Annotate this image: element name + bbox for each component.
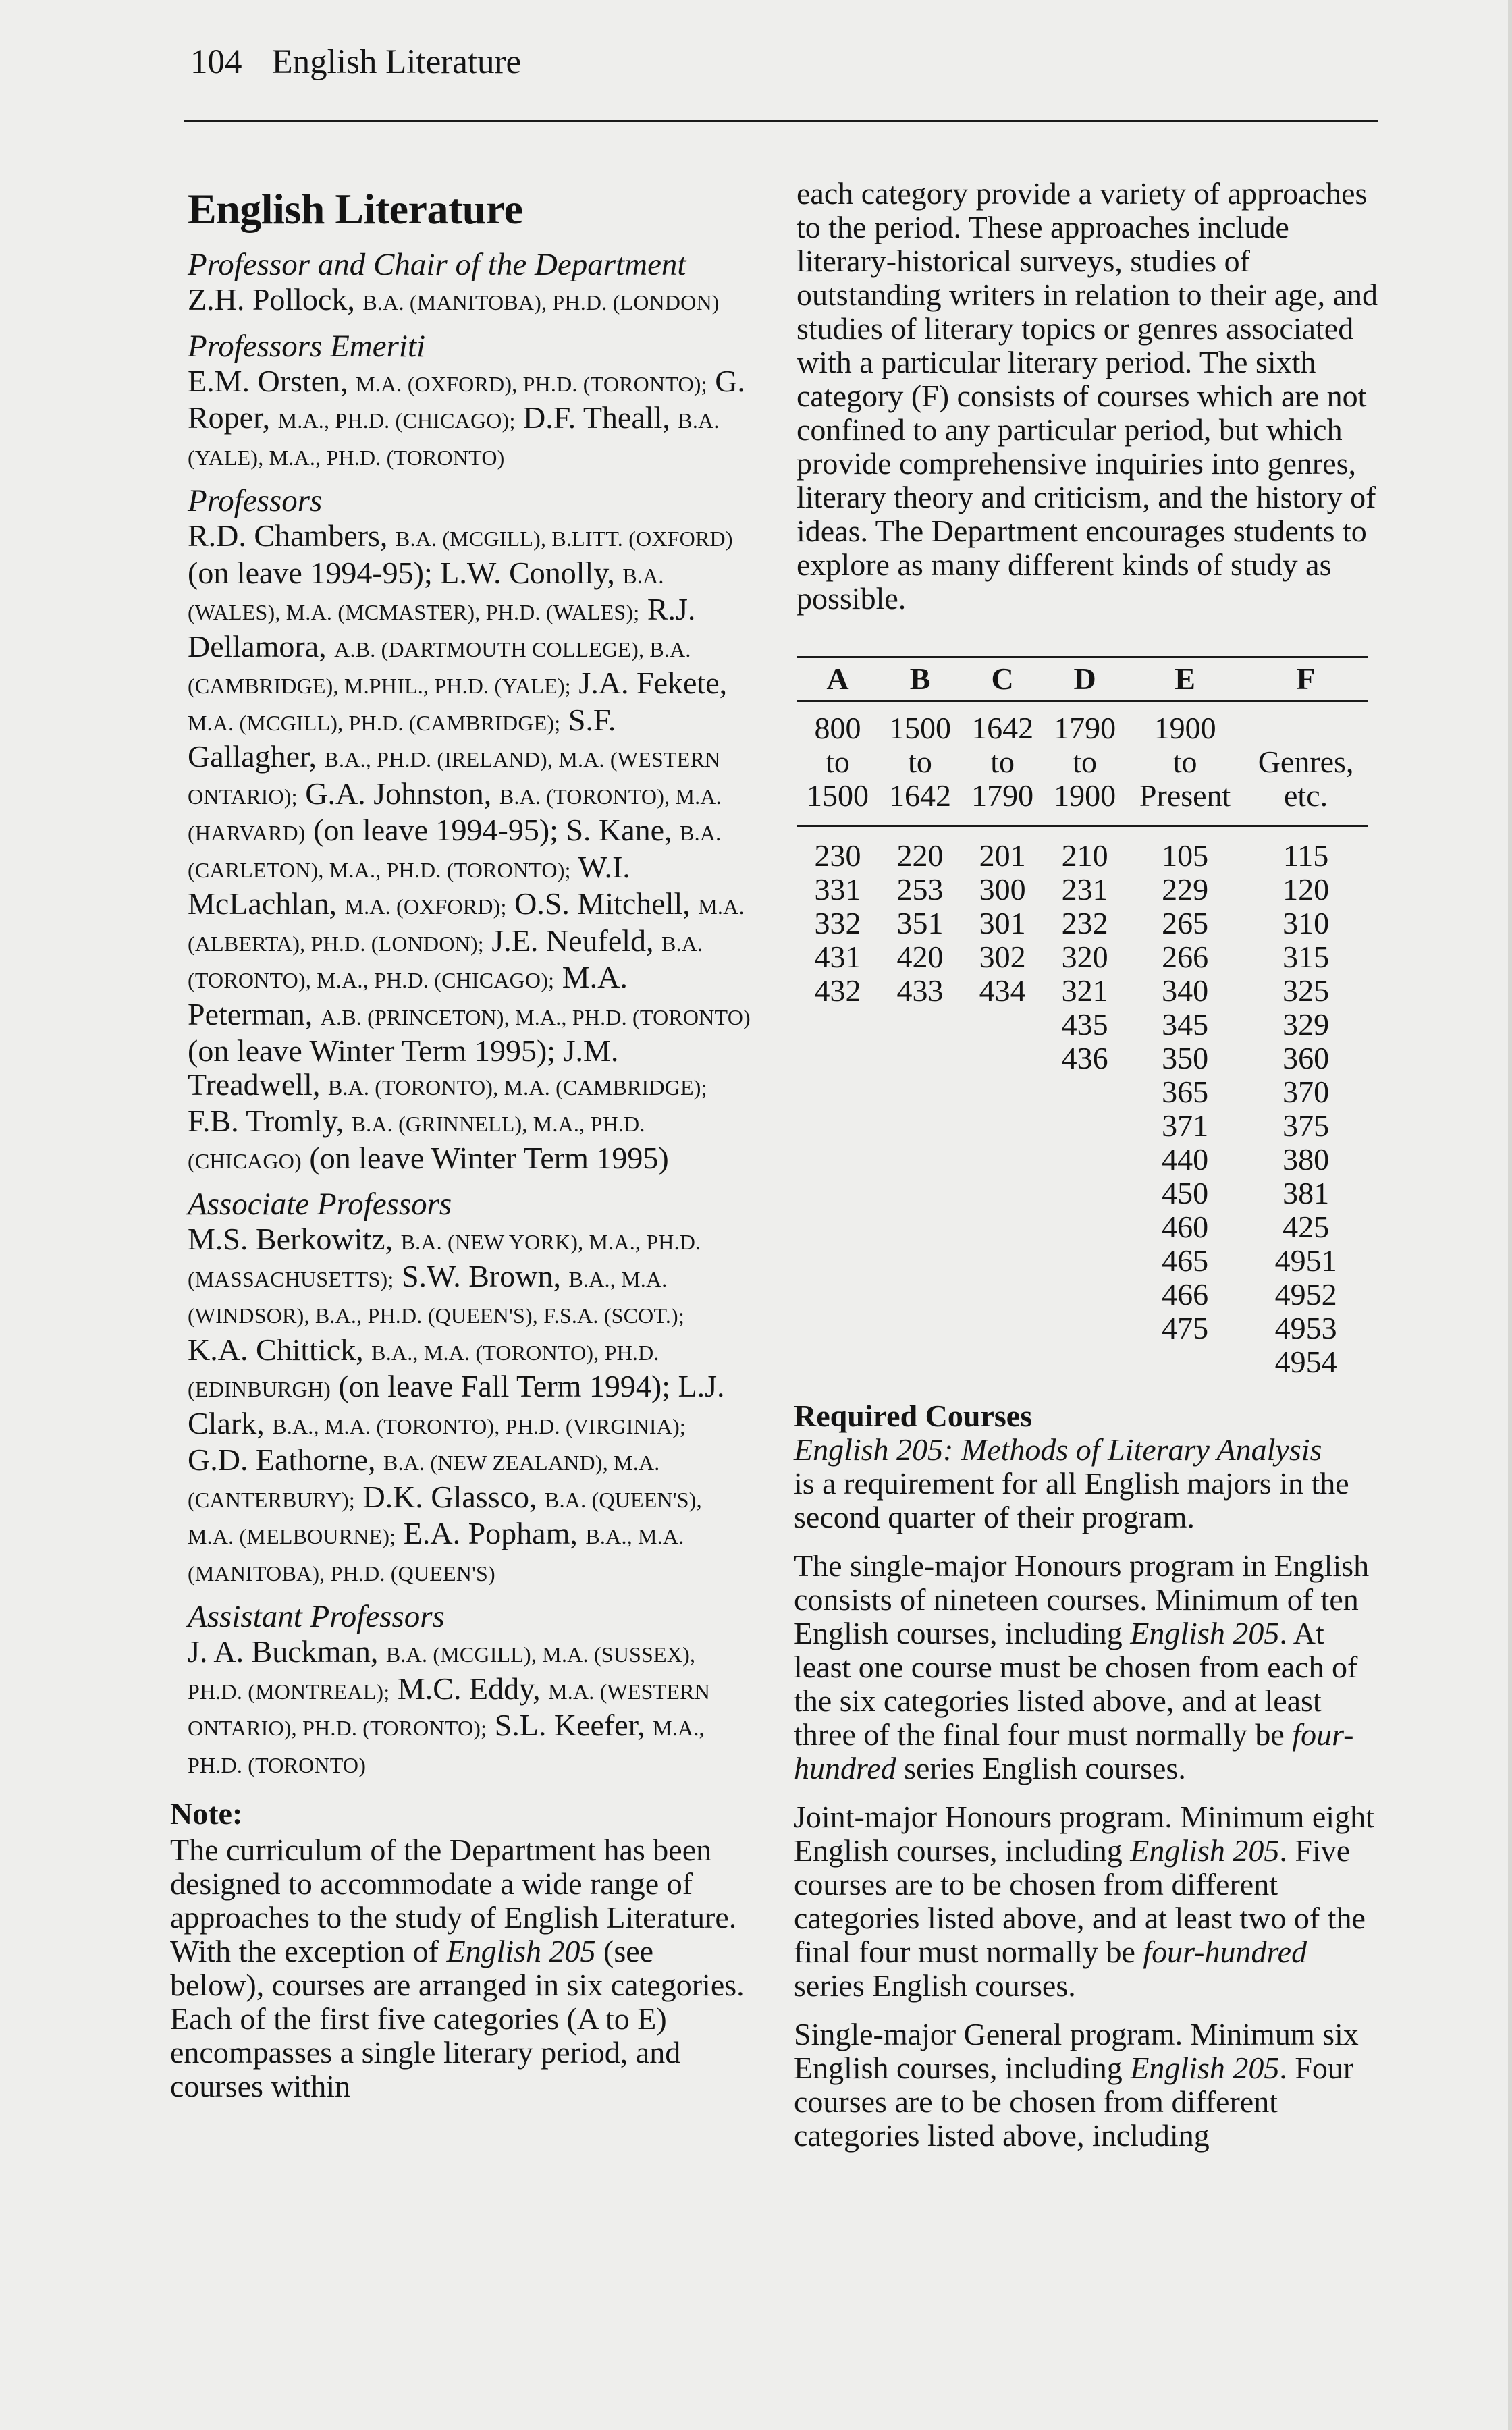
honours-series: four-hundred [794,1717,1354,1785]
faculty-qualifications: B.A. (QUEEN'S), M.A. (MELBOURNE); [188,1487,702,1549]
course-number: 120 [1282,872,1330,907]
note-text-1: The curriculum of the Department has been designed to accommodate a wide range of approaches to the study of English Literature. With the exception of [170,1833,737,1969]
course-number: 375 [1282,1108,1330,1143]
faculty-name: F.B. Tromly, [188,1104,352,1139]
course-number [796,1345,879,1379]
period-cell: 800 [814,711,861,745]
category-letters-row [796,657,1368,701]
course-row [796,1075,1368,1109]
course-number: 425 [1282,1210,1330,1244]
faculty-name: M.S. Berkowitz, [188,1222,401,1257]
course-number: 253 [896,872,944,907]
course-number [879,1312,961,1345]
course-number: 345 [1162,1007,1209,1042]
course-number: 232 [1061,906,1108,940]
page-number: 104 [190,43,242,81]
period-row [796,745,1368,779]
period-cell: 1790 [961,779,1044,826]
note-course: English 205 [446,1934,596,1969]
faculty-name: M.C. Eddy, [397,1671,549,1706]
faculty-name: G.D. Eathorne, [188,1442,383,1478]
faculty-name: G.A. Johnston, [305,776,500,811]
faculty-qualifications: M.A., PH.D. (TORONTO) [188,1716,705,1777]
faculty-members [188,283,751,320]
faculty-name: D.F. Theall, [523,400,678,435]
leave-note: (on leave Winter Term 1995) [301,1140,669,1175]
faculty-name: R.J. Dellamora, [188,592,696,664]
course-number [796,1244,879,1278]
category-letter: F [1244,657,1368,701]
course-number: 210 [1061,838,1108,873]
faculty-name: Z.H. Pollock, [188,282,363,317]
honours-text-1: The single-major Honours program in English consists of nineteen courses. Minimum of ten English courses, including [794,1548,1370,1650]
faculty-name: O.S. Mitchell, [514,886,699,921]
leave-note: (on leave 1994-95); [305,813,558,848]
course-row [796,1278,1368,1312]
period-cell: 1642 [971,711,1034,745]
course-number: 301 [979,906,1026,940]
course-number [1044,1345,1126,1379]
period-cell: 1500 [796,779,879,826]
course-number: 431 [814,940,861,974]
faculty-qualifications: B.A. (WALES), M.A. (MCMASTER), PH.D. (WALES); [188,563,664,625]
faculty-qualifications: B.A. (GRINNELL), M.A., PH.D. (CHICAGO) [188,1112,645,1173]
course-number [796,1210,879,1244]
faculty-qualifications: B.A. (NEW YORK), M.A., PH.D. (MASSACHUSETTS); [188,1230,701,1291]
period-cell: 1900 [1154,711,1216,745]
faculty-name: S.L. Keefer, [494,1708,653,1743]
joint-paragraph [794,1800,1382,2003]
course-number: 432 [814,973,861,1008]
course-row [796,940,1368,974]
required-heading: Required Courses [794,1399,1033,1433]
course-number [961,1109,1044,1143]
honours-text-2: . At least one course must be chosen from each of the six categories listed above, and at least three of the final four must normally be [794,1616,1358,1752]
faculty-qualifications: B.A., PH.D. (IRELAND), M.A. (WESTERN ONTARIO); [188,747,721,809]
category-letter: E [1126,657,1244,701]
honours-paragraph [794,1549,1382,1785]
honours-course: English 205 [1130,1616,1280,1650]
course-number: 315 [1282,940,1330,974]
faculty-name: J.E. Neufeld, [491,923,662,958]
course-number: 220 [896,838,944,873]
period-row [796,701,1368,746]
course-number: 436 [1061,1041,1108,1075]
course-number [879,1008,961,1042]
course-number: 360 [1282,1041,1330,1075]
faculty-members [188,1222,751,1590]
leave-note: (on leave Winter Term 1995); [188,1033,556,1069]
course-number [879,1075,961,1109]
course-number [879,1278,961,1312]
period-cell: 1790 [1054,711,1116,745]
left-column [170,177,751,2103]
period-cell: 1900 [1044,779,1126,826]
general-course: English 205 [1130,2051,1280,2085]
period-cell [1244,701,1368,746]
course-number: 229 [1162,872,1209,907]
general-paragraph [794,2018,1382,2153]
faculty-rank-heading: Professors [188,483,323,519]
faculty-rank-heading: Professors Emeriti [188,328,426,364]
course-number: 115 [1282,838,1329,873]
period-cell: Present [1126,779,1244,826]
course-number: 420 [896,940,944,974]
faculty-qualifications: M.A. (ALBERTA), PH.D. (LONDON); [188,894,745,956]
running-head [190,38,521,86]
required-text: is a requirement for all English majors in the second quarter of their program. [794,1466,1349,1534]
required-course: English 205: Methods of Literary Analysis [794,1432,1322,1467]
course-number: 450 [1162,1176,1209,1210]
course-number [961,1278,1044,1312]
course-number: 460 [1162,1210,1209,1244]
category-letter: D [1044,657,1126,701]
period-cell: to [1073,745,1097,779]
course-number [879,1244,961,1278]
faculty-qualifications: B.A. (YALE), M.A., PH.D. (TORONTO) [188,408,720,470]
faculty-name: J. A. Buckman, [188,1634,386,1669]
course-number [796,1143,879,1177]
faculty-qualifications: B.A. (MCGILL), M.A. (SUSSEX), PH.D. (MONTREAL); [188,1642,696,1704]
faculty-qualifications: B.A. (TORONTO), M.A., PH.D. (CHICAGO); [188,931,703,993]
course-row [796,1042,1368,1075]
course-number: 340 [1162,973,1209,1008]
course-number [1044,1244,1126,1278]
faculty-qualifications: M.A. (OXFORD), PH.D. (TORONTO); [356,371,707,396]
course-row [796,826,1368,873]
course-number [796,1042,879,1075]
faculty-name: D.K. Glassco, [362,1479,545,1514]
course-row [796,1244,1368,1278]
course-number: 433 [896,973,944,1008]
course-number [1126,1345,1244,1379]
faculty-name: R.D. Chambers, [188,518,396,554]
faculty-name: S.F. Gallagher, [188,702,616,774]
department-title: English Literature [188,185,523,233]
note-text-part2: each category provide a variety of approaches to the period. These approaches include literary-historical surveys, studies of outstanding writers in relation to their age, and studies of literary topics or genres associated with a particular literary period. The sixth category (F) consists of courses which are not confined to any particular period, but which provide comprehensive inquiries into genres, literary theory and criticism, and the history of ideas. The Department encourages students to explore as many different kinds of study as possible. [796,176,1378,616]
course-number: 380 [1282,1142,1330,1177]
faculty-rank-heading: Assistant Professors [188,1599,445,1635]
faculty-qualifications: B.A. (MANITOBA), PH.D. (LONDON) [362,290,720,315]
faculty-name: M.A. Peterman, [188,960,628,1031]
course-number [796,1008,879,1042]
course-number [1044,1143,1126,1177]
period-cell: 1642 [879,779,961,826]
course-number: 201 [979,838,1026,873]
faculty-qualifications: B.A., M.A. (TORONTO), PH.D. (VIRGINIA); [272,1413,686,1438]
faculty-qualifications: B.A. (CARLETON), M.A., PH.D. (TORONTO); [188,821,722,882]
faculty-name: S.W. Brown, [401,1258,569,1293]
faculty-name: E.M. Orsten, [188,363,356,398]
course-number: 365 [1162,1075,1209,1109]
course-number [796,1075,879,1109]
course-row [796,1143,1368,1177]
categories-body [796,701,1368,1380]
course-number [961,1042,1044,1075]
period-cell: to [990,745,1015,779]
right-column [788,177,1382,2167]
general-text-2: . Four courses are to be chosen from different categories listed above, including [794,2051,1354,2153]
course-number: 321 [1061,973,1108,1008]
faculty-name: J.M. Treadwell, [188,1033,619,1102]
course-number [1044,1278,1126,1312]
course-number [1044,1312,1126,1345]
course-number [796,1312,879,1345]
course-number: 265 [1162,906,1209,940]
period-cell: etc. [1244,779,1368,826]
faculty-qualifications: B.A. (TORONTO), M.A. (CAMBRIDGE); [327,1075,707,1100]
course-number: 4954 [1274,1345,1337,1379]
category-letter: B [879,657,961,701]
header-rule [184,120,1378,122]
general-text-1: Single-major General program. Minimum six English courses, including [794,2017,1359,2085]
note-text-part1 [170,1833,751,2103]
course-row [796,1345,1368,1379]
course-number [796,1109,879,1143]
faculty-qualifications: B.A., M.A. (WINDSOR), B.A., PH.D. (QUEEN'S), F.S.A. (SCOT.); [188,1266,684,1328]
joint-text-3: series English courses. [794,1968,1076,2003]
course-number [961,1177,1044,1210]
faculty-qualifications: M.A. (MCGILL), PH.D. (CAMBRIDGE); [188,710,561,735]
course-number [879,1345,961,1379]
course-number: 231 [1061,872,1108,907]
course-number: 4952 [1274,1277,1337,1312]
course-number [961,1008,1044,1042]
faculty-qualifications: B.A., M.A. (MANITOBA), PH.D. (QUEEN'S) [188,1524,684,1586]
course-number [961,1345,1044,1379]
leave-note: (on leave Fall Term 1994); [330,1369,671,1404]
faculty-name: E.A. Popham, [403,1516,586,1551]
course-number: 266 [1162,940,1209,974]
note-heading: Note: [170,1796,243,1831]
faculty-qualifications: B.A. (MCGILL), B.LITT. (OXFORD) [395,526,733,551]
course-number [961,1312,1044,1345]
course-number [961,1075,1044,1109]
course-number: 325 [1282,973,1330,1008]
course-number [879,1109,961,1143]
course-number: 105 [1162,838,1209,873]
course-number [879,1210,961,1244]
period-cell: to [826,745,850,779]
course-row [796,1312,1368,1345]
leave-note: (on leave 1994-95); [188,555,433,590]
category-letter: A [796,657,879,701]
faculty-qualifications: M.A. (OXFORD); [344,894,507,919]
course-number: 329 [1282,1007,1330,1042]
course-number [961,1244,1044,1278]
course-number: 331 [814,872,861,907]
course-row [796,1210,1368,1244]
course-row [796,974,1368,1008]
period-cell: to [1172,745,1197,779]
course-number: 370 [1282,1075,1330,1109]
faculty-name: W.I. McLachlan, [188,849,630,921]
faculty-name: G. Roper, [188,363,745,435]
faculty-qualifications: B.A. (TORONTO), M.A. (HARVARD) [188,784,722,846]
faculty-name: L.W. Conolly, [440,555,623,590]
course-number [961,1143,1044,1177]
period-cell: Genres, [1258,745,1354,779]
course-number: 435 [1061,1007,1108,1042]
faculty-qualifications: M.A., PH.D. (CHICAGO); [277,408,516,433]
period-cell: 1500 [889,711,952,745]
period-cell: to [908,745,932,779]
course-number [879,1042,961,1075]
page-edge [1508,0,1512,2430]
course-number [1044,1075,1126,1109]
course-number: 381 [1282,1176,1330,1210]
joint-text-1: Joint-major Honours program. Minimum eight English courses, including [794,1800,1374,1868]
course-number: 302 [979,940,1026,974]
course-number [879,1143,961,1177]
course-row [796,907,1368,940]
course-number: 351 [896,906,944,940]
course-number: 332 [814,906,861,940]
period-row [796,779,1368,826]
course-number [1044,1177,1126,1210]
faculty-rank-heading: Associate Professors [188,1187,452,1222]
faculty-members [188,1635,751,1782]
faculty-qualifications: M.A. (WESTERN ONTARIO), PH.D. (TORONTO); [188,1679,711,1741]
course-number: 434 [979,973,1026,1008]
joint-course: English 205 [1130,1833,1280,1868]
running-title: English Literature [271,43,522,81]
course-number [1044,1109,1126,1143]
honours-text-3: series English courses. [896,1751,1186,1785]
course-number: 320 [1061,940,1108,974]
faculty-members [188,519,751,1178]
category-letter: C [961,657,1044,701]
course-number: 475 [1162,1311,1209,1345]
note-text-2a: (see below), courses are arranged in six categories. Each of the first five categories (A to E) encompasses a single literary period, and courses within [170,1934,745,2104]
course-number [879,1177,961,1210]
course-number [1044,1210,1126,1244]
faculty-name: L.J. Clark, [188,1369,725,1440]
faculty-members [188,364,751,475]
faculty-qualifications: A.B. (DARTMOUTH COLLEGE), B.A. (CAMBRIDGE), M.PHIL., PH.D. (YALE); [188,637,691,699]
course-number: 4951 [1274,1243,1337,1278]
course-number [796,1177,879,1210]
faculty-name: J.A. Fekete, [578,666,728,701]
faculty-name: S. Kane, [566,813,680,848]
faculty-name: K.A. Chittick, [188,1332,372,1367]
course-number: 350 [1162,1041,1209,1075]
faculty-qualifications: A.B. (PRINCETON), M.A., PH.D. (TORONTO) [320,1004,751,1029]
course-row [796,873,1368,907]
course-number: 371 [1162,1108,1209,1143]
joint-text-2: . Five courses are to be chosen from different categories listed above, and at least two of the final four must normally be [794,1833,1366,1969]
faculty-qualifications: B.A. (NEW ZEALAND), M.A. (CANTERBURY); [188,1451,660,1512]
categories-table [796,656,1368,1379]
course-number: 466 [1162,1277,1209,1312]
course-row [796,1109,1368,1143]
course-number [796,1278,879,1312]
course-number: 465 [1162,1243,1209,1278]
course-number: 300 [979,872,1026,907]
course-row [796,1177,1368,1210]
faculty-qualifications: B.A., M.A. (TORONTO), PH.D. (EDINBURGH) [188,1340,659,1402]
joint-series: four-hundred [1143,1935,1307,1969]
course-number [961,1210,1044,1244]
faculty-list [170,248,751,1782]
faculty-rank-heading: Professor and Chair of the Department [188,247,686,283]
course-number: 230 [814,838,861,873]
course-number: 310 [1282,906,1330,940]
course-number: 440 [1162,1142,1209,1177]
course-row [796,1008,1368,1042]
course-number: 4953 [1274,1311,1337,1345]
